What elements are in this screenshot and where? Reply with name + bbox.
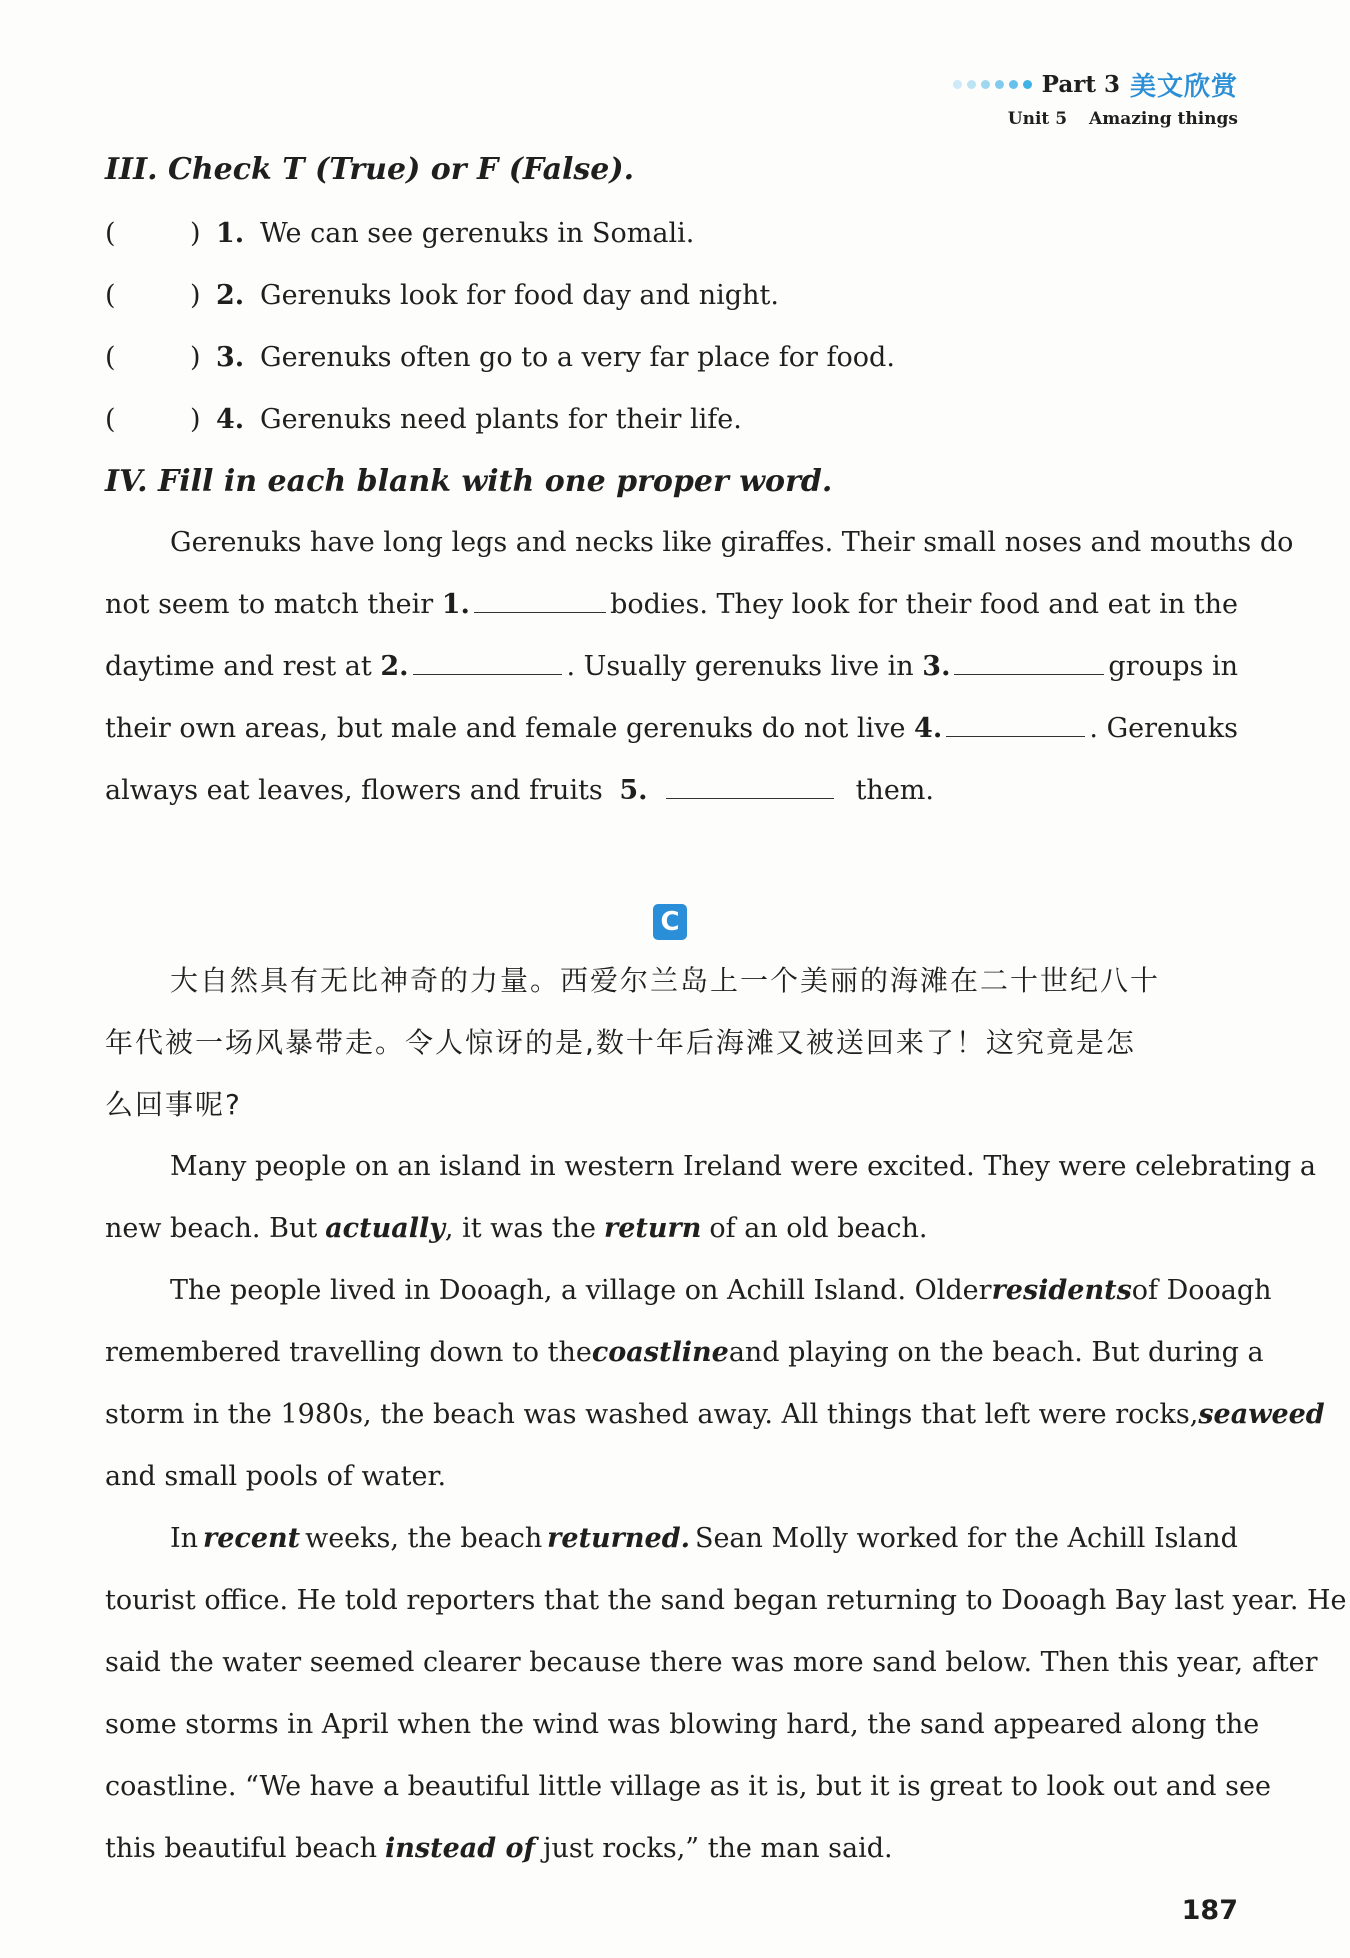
text: said the water seemed clearer because there was more sand below. Then this year, after — [105, 1647, 1318, 1678]
answer-close-paren: ) — [190, 218, 201, 249]
answer-open-paren[interactable]: ( — [105, 342, 116, 373]
cn-line-3 — [105, 1088, 1238, 1122]
blank-number: 3. — [922, 651, 951, 682]
answer-close-paren: ) — [190, 280, 201, 311]
item-statement: Gerenuks often go to a very far place for food. — [260, 342, 895, 373]
cn-line-1 — [170, 964, 1238, 998]
keyword-return: return — [604, 1213, 702, 1244]
blank-5[interactable] — [666, 776, 834, 799]
fill-line-1 — [170, 527, 1294, 559]
text: , it was the — [444, 1213, 597, 1244]
text: of an old beach. — [709, 1213, 928, 1244]
answer-open-paren[interactable]: ( — [105, 280, 116, 311]
passage-line-7 — [170, 1523, 1238, 1555]
fill-line-5 — [105, 775, 1238, 807]
part-title-cn: 美文欣赏 — [1129, 72, 1238, 102]
passage-line-8 — [105, 1585, 1347, 1617]
text: . Usually gerenuks live in 3. — [566, 651, 951, 682]
text: groups in — [1108, 651, 1238, 682]
blank-3[interactable] — [954, 652, 1104, 675]
text: and playing on the beach. But during a — [728, 1337, 1264, 1368]
unit-label: Unit 5 — [1007, 109, 1068, 129]
item-statement: We can see gerenuks in Somali. — [260, 218, 695, 249]
text: some storms in April when the wind was blowing hard, the sand appeared along the — [105, 1709, 1260, 1740]
text: storm in the 1980s, the beach was washed away. All things that left were rocks, — [105, 1399, 1199, 1430]
fill-line-3 — [105, 651, 1238, 683]
text: daytime and rest at 2. — [105, 651, 409, 682]
passage-line-4 — [105, 1337, 1264, 1369]
section-4-heading: IV. Fill in each blank with one proper word. — [105, 464, 833, 499]
passage-line-5 — [105, 1399, 1325, 1431]
section-3-heading: III. Check T (True) or F (False). — [105, 152, 635, 187]
item-statement: Gerenuks need plants for their life. — [260, 404, 742, 435]
passage-line-12 — [105, 1833, 1238, 1865]
cn-line-2 — [105, 1026, 1238, 1060]
item-statement: Gerenuks look for food day and night. — [260, 280, 779, 311]
text: tourist office. He told reporters that the sand began returning to Dooagh Bay last year. He — [105, 1585, 1347, 1616]
blank-number: 5. — [619, 775, 648, 806]
answer-close-paren: ) — [190, 404, 201, 435]
text: just rocks,” the man said. — [543, 1833, 893, 1864]
dots-decoration-icon — [953, 80, 1032, 89]
keyword-instead-of: instead of — [385, 1833, 536, 1864]
text: 年代被一场风暴带走。令人惊讶的是,数十年后海滩又被送回来了！这究竟是怎 — [105, 1026, 1136, 1059]
answer-open-paren[interactable]: ( — [105, 404, 116, 435]
blank-2[interactable] — [413, 652, 563, 675]
item-number: 3. — [216, 342, 245, 373]
text: The people lived in Dooagh, a village on Achill Island. Older — [170, 1275, 992, 1306]
text: In — [170, 1523, 199, 1554]
text: not seem to match their 1. — [105, 589, 470, 620]
text: always eat leaves, flowers and fruits 5. — [105, 775, 648, 806]
text: them. — [855, 775, 934, 806]
passage-line-10 — [105, 1709, 1260, 1741]
keyword-returned: returned. — [547, 1523, 690, 1554]
page-number: 187 — [1181, 1895, 1238, 1926]
part-label: Part 3 — [1041, 71, 1120, 98]
item-number: 4. — [216, 404, 245, 435]
text: weeks, the beach — [305, 1523, 543, 1554]
blank-number: 1. — [441, 589, 470, 620]
text: 么回事呢? — [105, 1088, 242, 1121]
unit-title: Amazing things — [1089, 109, 1238, 129]
keyword-recent: recent — [203, 1523, 301, 1554]
text: Sean Molly worked for the Achill Island — [694, 1523, 1238, 1554]
item-number: 2. — [216, 280, 245, 311]
passage-line-6 — [105, 1461, 1238, 1493]
text: Gerenuks have long legs and necks like giraffes. Their small noses and mouths do — [170, 527, 1294, 558]
page — [105, 0, 1347, 1958]
blank-1[interactable] — [474, 590, 606, 613]
blank-4[interactable] — [946, 714, 1085, 737]
text: this beautiful beach — [105, 1833, 378, 1864]
text: of Dooagh — [1131, 1275, 1272, 1306]
answer-close-paren: ) — [190, 342, 201, 373]
passage-line-2 — [105, 1213, 1238, 1245]
passage-line-11 — [105, 1771, 1271, 1803]
passage-line-1 — [170, 1151, 1316, 1183]
text: bodies. They look for their food and eat in the — [610, 589, 1238, 620]
page-header — [953, 66, 1238, 129]
blank-number: 4. — [914, 713, 943, 744]
keyword-residents: residents — [991, 1275, 1132, 1306]
passage-line-9 — [105, 1647, 1318, 1679]
text: new beach. But — [105, 1213, 318, 1244]
text: . Gerenuks — [1089, 713, 1238, 744]
text: their own areas, but male and female gerenuks do not live 4. — [105, 713, 943, 744]
keyword-coastline: coastline — [591, 1337, 729, 1368]
fill-line-2 — [105, 589, 1238, 621]
text: remembered travelling down to the — [105, 1337, 592, 1368]
text: Many people on an island in western Ireland were excited. They were celebrating a — [170, 1151, 1316, 1182]
item-number: 1. — [216, 218, 245, 249]
answer-open-paren[interactable]: ( — [105, 218, 116, 249]
text: 大自然具有无比神奇的力量。西爱尔兰岛上一个美丽的海滩在二十世纪八十 — [170, 964, 1161, 997]
passage-line-3 — [170, 1275, 1272, 1307]
passage-c-badge: C — [653, 904, 687, 940]
blank-number: 2. — [380, 651, 409, 682]
keyword-actually: actually — [325, 1213, 445, 1244]
text: coastline. “We have a beautiful little village as it is, but it is great to look out and see — [105, 1771, 1271, 1802]
text: and small pools of water. — [105, 1461, 447, 1492]
keyword-seaweed: seaweed — [1198, 1399, 1325, 1430]
fill-line-4 — [105, 713, 1238, 745]
